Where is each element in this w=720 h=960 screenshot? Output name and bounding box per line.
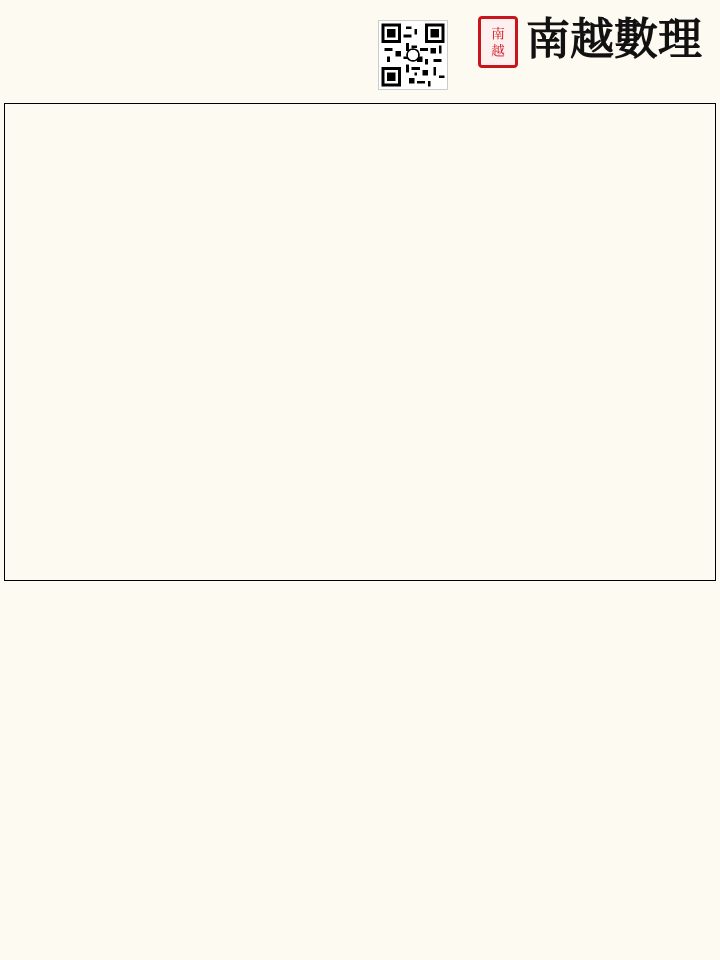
seal-logo [478, 16, 518, 68]
brand-calligraphy [524, 8, 714, 66]
svg-text:南越數理: 南越數理 [526, 14, 702, 65]
svg-text:南: 南 [491, 26, 505, 43]
svg-text:越: 越 [491, 43, 505, 60]
four-pillars-chart [4, 103, 716, 581]
qr-code [378, 20, 448, 90]
